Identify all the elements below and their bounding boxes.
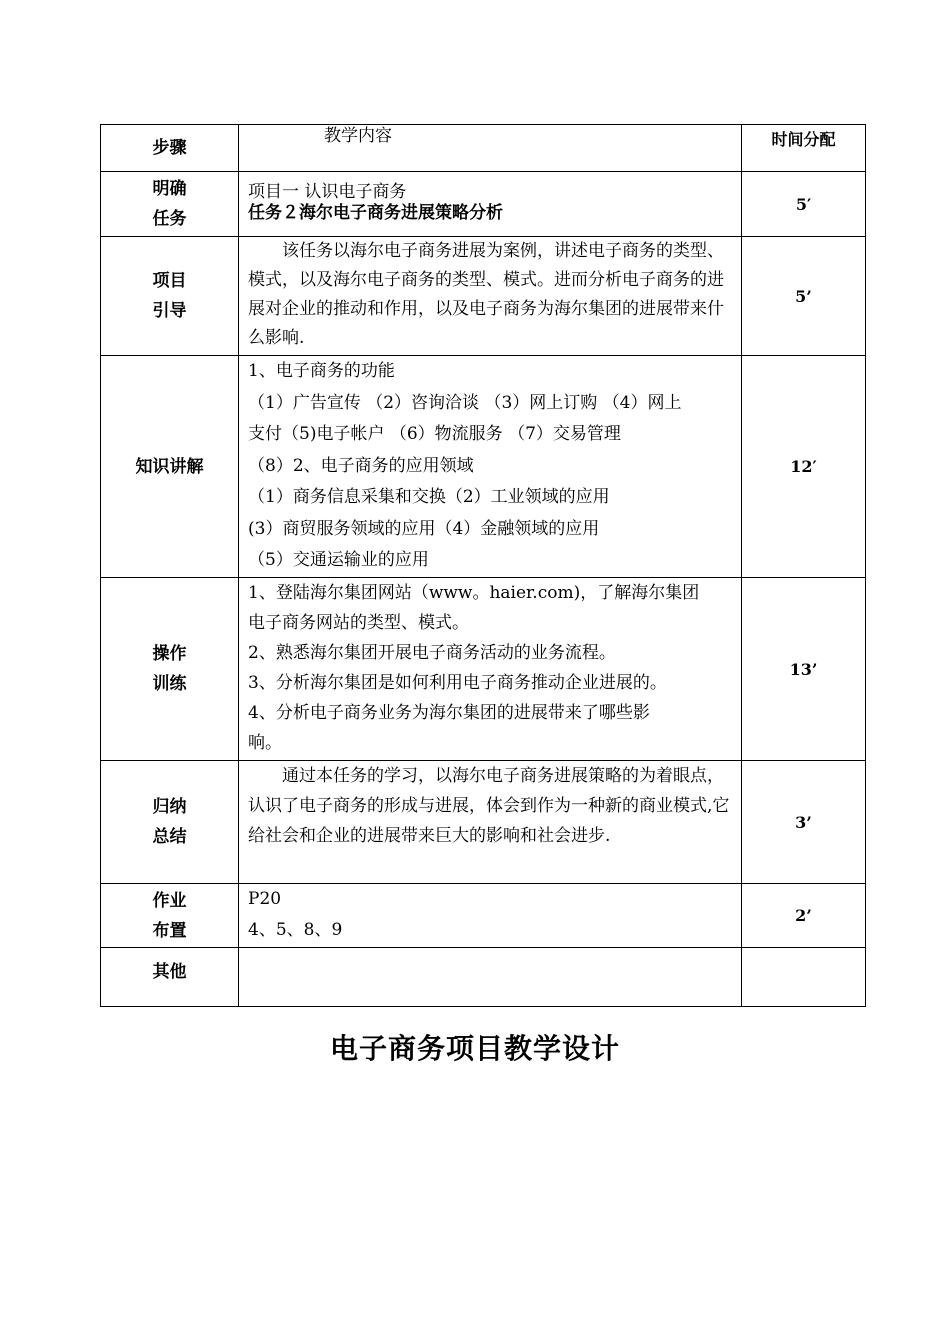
row-step: 归纳 总结 bbox=[101, 761, 239, 884]
row-step: 明确 任务 bbox=[101, 172, 239, 237]
row-content: 通过本任务的学习，以海尔电子商务进展策略的为着眼点，认识了电子商务的形成与进展，体会到作为一种新的商业模式,它给社会和企业的进展带来巨大的影响和社会进步. bbox=[239, 761, 742, 884]
row-time: 12′ bbox=[742, 356, 866, 578]
row-time: 5’ bbox=[742, 237, 866, 356]
row-step: 知识讲解 bbox=[101, 356, 239, 578]
row-content bbox=[239, 948, 742, 1007]
table-row bbox=[101, 761, 866, 884]
row-step: 项目 引导 bbox=[101, 237, 239, 356]
table-row bbox=[101, 356, 866, 578]
row-content: 1、登陆海尔集团网站（www。haier.com)，了解海尔集团 电子商务网站的类型、模式。 2、熟悉海尔集团开展电子商务活动的业务流程。 3、分析海尔集团是如何利用电子商务推动企业进展的。 4、分析电子商务业务为海尔集团的进展带来了哪些影 响。 bbox=[239, 578, 742, 761]
row-time: 3’ bbox=[742, 761, 866, 884]
table-row bbox=[101, 578, 866, 761]
table-row bbox=[101, 948, 866, 1007]
lesson-plan-table bbox=[100, 124, 866, 1007]
row-content: 该任务以海尔电子商务进展为案例，讲述电子商务的类型、模式，以及海尔电子商务的类型、模式。进而分析电子商务的进展对企业的推动和作用，以及电子商务为海尔集团的进展带来什么影响. bbox=[239, 237, 742, 356]
table-row bbox=[101, 884, 866, 948]
row-step: 操作 训练 bbox=[101, 578, 239, 761]
row-content: 1、电子商务的功能 （1）广告宣传 （2）咨询洽谈 （3）网上订购 （4）网上 支付（5)电子帐户 （6）物流服务 （7）交易管理 （8）2、电子商务的应用领域 （1）商务信息采集和交换（2）工业领域的应用 (3）商贸服务领域的应用（4）金融领域的应用 （5）交通运输业的应用 bbox=[239, 356, 742, 578]
row-time bbox=[742, 948, 866, 1007]
row-step: 其他 bbox=[101, 948, 239, 1007]
document-title: 电子商务项目教学设计 bbox=[329, 1032, 620, 1065]
row-time: 5′ bbox=[742, 172, 866, 237]
header-time: 时间分配 bbox=[742, 125, 866, 172]
row-content: 项目一 认识电子商务 任务２海尔电子商务进展策略分析 bbox=[239, 172, 742, 237]
row-time: 13’ bbox=[742, 578, 866, 761]
header-content: 教学内容 bbox=[239, 125, 742, 172]
row-content: P20 4、5、8、9 bbox=[239, 884, 742, 948]
table-row bbox=[101, 172, 866, 237]
row-step: 作业 布置 bbox=[101, 884, 239, 948]
table-header-row bbox=[101, 125, 866, 172]
row-time: 2’ bbox=[742, 884, 866, 948]
table-row bbox=[101, 237, 866, 356]
header-step: 步骤 bbox=[101, 125, 239, 172]
